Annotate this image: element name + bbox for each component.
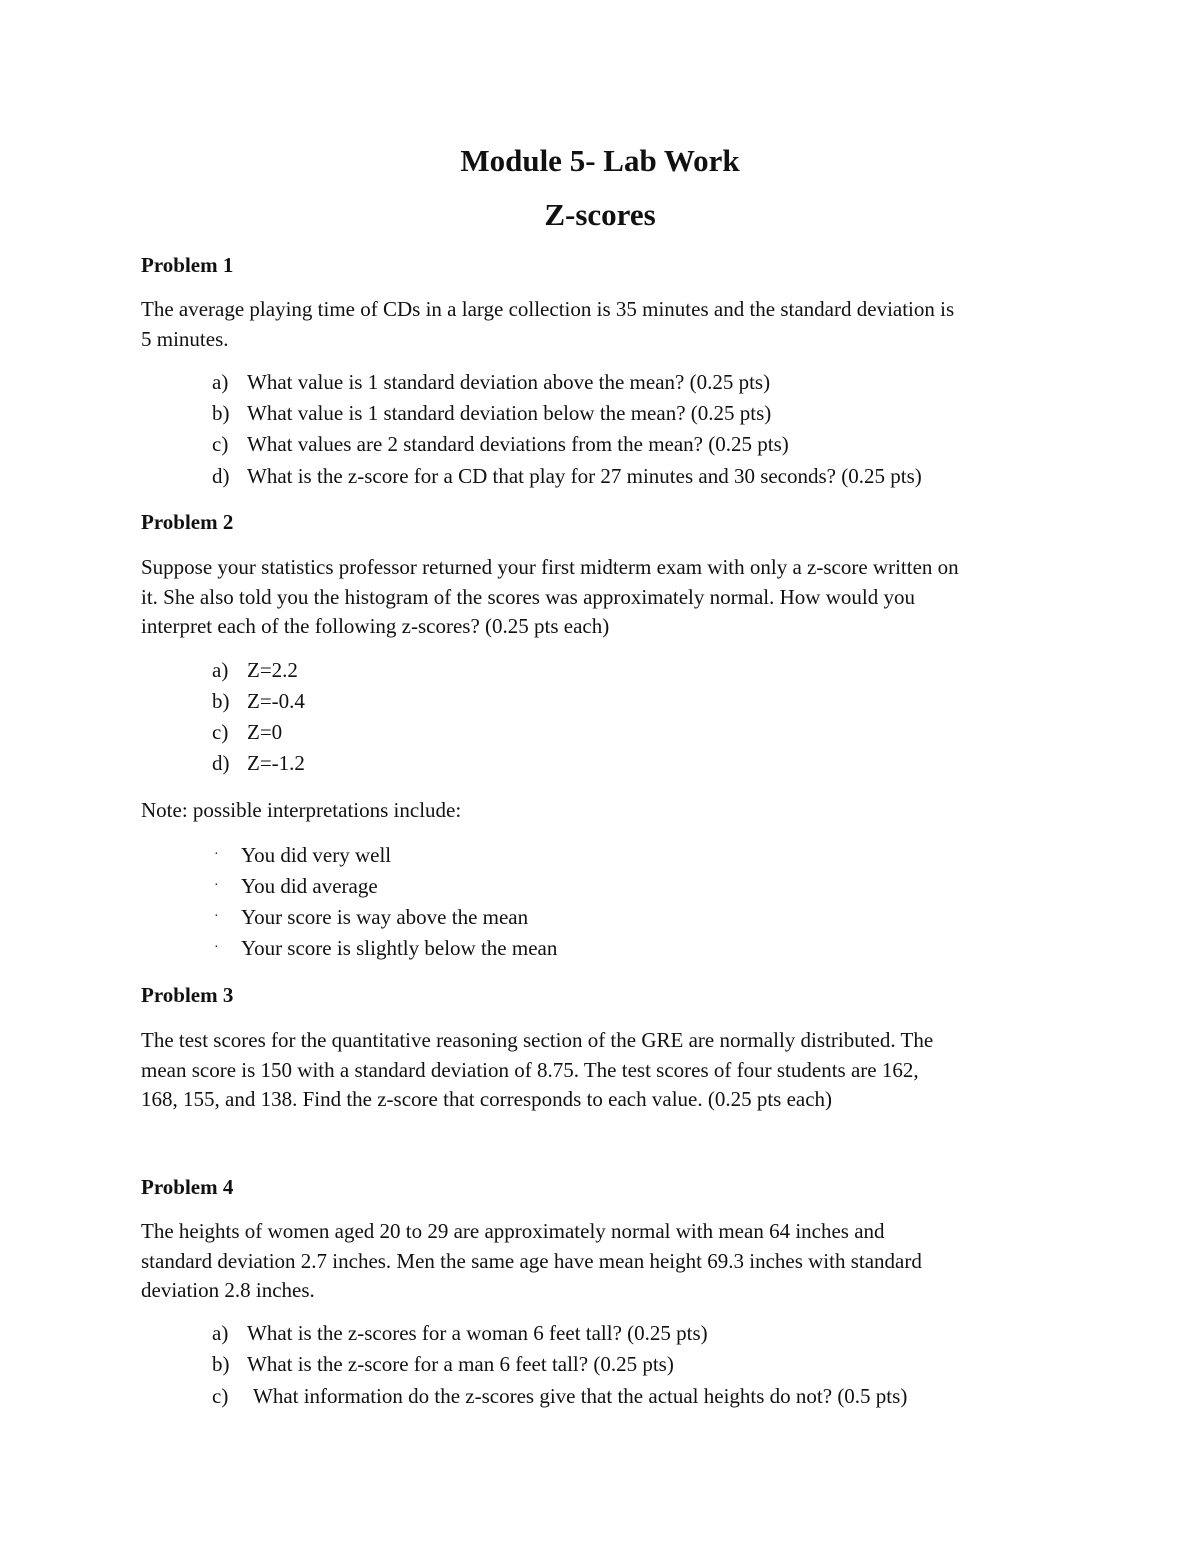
list-marker: c) (212, 1384, 229, 1408)
problem-2-note: Note: possible interpretations include: (141, 798, 462, 822)
list-marker: a) (212, 370, 229, 394)
problem-4-list (0, 1320, 1200, 1420)
list-item-text: What value is 1 standard deviation below the mean? (0.25 pts) (247, 401, 772, 425)
bullet-icon: · (214, 878, 219, 893)
problem-3-text-line: mean score is 150 with a standard deviation of 8.75. The test scores of four students are 162, (141, 1057, 919, 1082)
problem-1-list (0, 369, 1200, 499)
list-item-text: Z=-0.4 (247, 689, 305, 713)
list-marker: d) (212, 464, 230, 488)
problem-2-text-line: it. She also told you the histogram of the scores was approximately normal. How would you (141, 584, 915, 609)
problem-4-text-line: standard deviation 2.7 inches. Men the same age have mean height 69.3 inches with standard (141, 1248, 922, 1273)
list-item-text: What is the z-score for a CD that play for 27 minutes and 30 seconds? (0.25 pts) (247, 464, 922, 488)
list-marker: b) (212, 401, 230, 425)
bullet-icon: · (214, 940, 219, 955)
problem-3-text (141, 1026, 1071, 1115)
list-marker: a) (212, 658, 229, 682)
list-item-text: You did very well (241, 843, 392, 867)
problem-4-text-line: deviation 2.8 inches. (141, 1278, 315, 1302)
problem-4-text (141, 1217, 1071, 1306)
list-item-text: Z=0 (247, 720, 283, 744)
list-marker: c) (212, 720, 229, 744)
list-item-text: Your score is way above the mean (241, 905, 529, 929)
list-marker: b) (212, 689, 230, 713)
problem-1-text-line: The average playing time of CDs in a large collection is 35 minutes and the standard deviation is (141, 297, 955, 321)
problem-3-text-line: The test scores for the quantitative reasoning section of the GRE are normally distributed. The (141, 1028, 934, 1052)
bullet-icon: · (214, 909, 219, 924)
problem-2-text (141, 553, 1071, 642)
list-marker: b) (212, 1352, 230, 1376)
list-item-text: What is the z-scores for a woman 6 feet tall? (0.25 pts) (247, 1321, 708, 1345)
list-marker: c) (212, 432, 229, 456)
problem-1-text-line: 5 minutes. (141, 326, 229, 351)
list-item-text: What values are 2 standard deviations from the mean? (0.25 pts) (247, 432, 789, 456)
list-marker: a) (212, 1321, 229, 1345)
list-item-text: Your score is slightly below the mean (241, 936, 558, 960)
interpretations-list (0, 842, 1200, 972)
problem-2-list (0, 657, 1200, 787)
problem-2-text-line: Suppose your statistics professor returned your first midterm exam with only a z-score written on (141, 555, 959, 579)
list-item-text: You did average (241, 874, 378, 898)
bullet-icon: · (214, 847, 219, 862)
problem-2-heading: Problem 2 (141, 510, 234, 534)
list-item-text: What information do the z-scores give that the actual heights do not? (0.5 pts) (253, 1384, 908, 1408)
problem-2-text-line: interpret each of the following z-scores? (0.25 pts each) (141, 614, 610, 638)
list-item-text: Z=-1.2 (247, 751, 305, 775)
problem-3-heading: Problem 3 (141, 983, 234, 1007)
problem-4-text-line: The heights of women aged 20 to 29 are approximately normal with mean 64 inches and (141, 1219, 885, 1243)
page-title: Module 5- Lab Work (460, 143, 740, 178)
problem-3-text-line: 168, 155, and 138. Find the z-score that corresponds to each value. (0.25 pts each) (141, 1087, 833, 1111)
list-item-text: Z=2.2 (247, 658, 298, 682)
problem-1-heading: Problem 1 (141, 253, 234, 277)
list-item-text: What is the z-score for a man 6 feet tall? (0.25 pts) (247, 1352, 674, 1376)
list-item-text: What value is 1 standard deviation above the mean? (0.25 pts) (247, 370, 771, 394)
list-marker: d) (212, 751, 230, 775)
problem-1-text (141, 295, 1071, 354)
page-subtitle: Z-scores (544, 197, 656, 232)
problem-4-heading: Problem 4 (141, 1175, 234, 1199)
